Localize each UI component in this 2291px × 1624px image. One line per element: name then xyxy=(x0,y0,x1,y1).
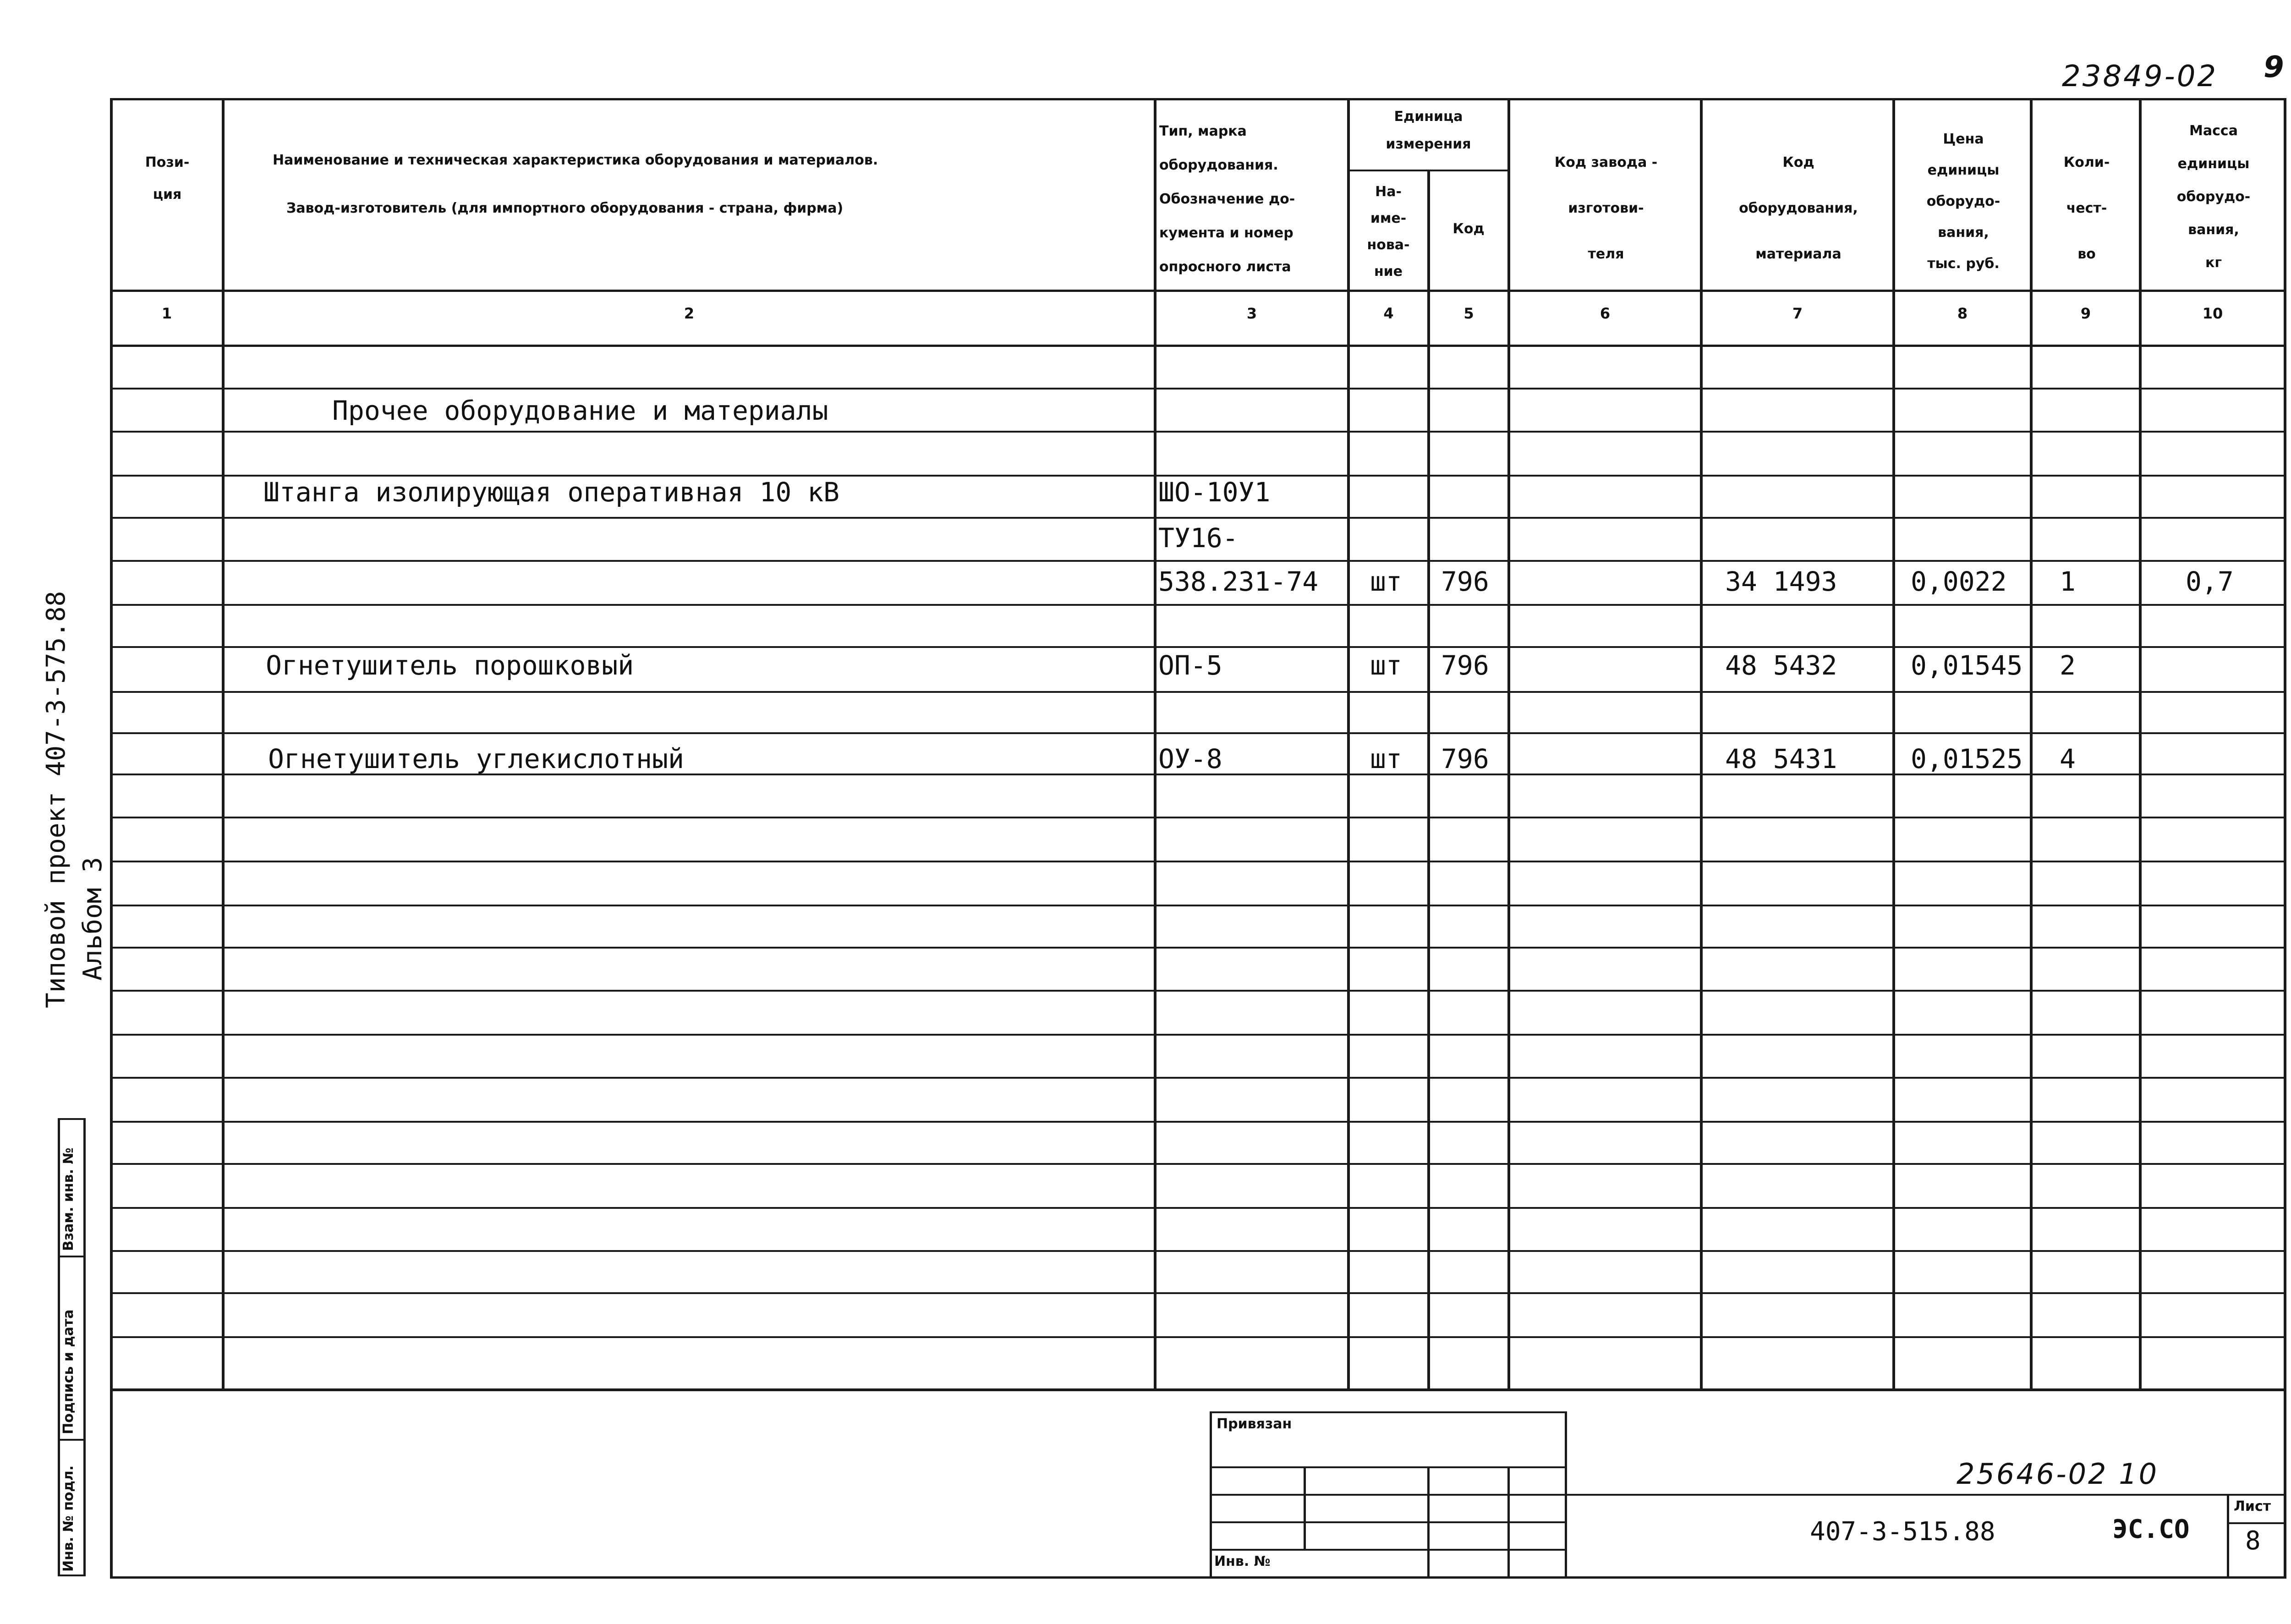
row-type: ОУ-8 xyxy=(1158,743,1222,774)
row-name: Огнетушитель углекислотный xyxy=(268,743,684,774)
row-separator xyxy=(110,905,2286,906)
doc-mark: ЭС.СО xyxy=(2112,1514,2190,1544)
stamp-signature-date: Подпись и дата xyxy=(60,1309,77,1434)
row-type: 538.231-74 xyxy=(1158,566,1319,597)
row-unit: шт xyxy=(1370,650,1402,681)
handwritten-page: 9 xyxy=(2264,50,2286,84)
stamp-replace-inv: Взам. инв. № xyxy=(60,1147,77,1251)
privyazan-label: Привязан xyxy=(1217,1416,1292,1432)
col-num-9: 9 xyxy=(2080,305,2091,322)
row-separator xyxy=(110,817,2286,818)
row-price: 0,01525 xyxy=(1911,743,2023,774)
header-position: Пози- ция xyxy=(145,154,190,203)
row-separator xyxy=(110,732,2286,734)
side-project-title: Типовой проект 407-3-575.88 xyxy=(41,591,71,1008)
row-unit: шт xyxy=(1370,743,1402,774)
row-separator xyxy=(110,990,2286,992)
side-album: Альбом 3 xyxy=(78,857,108,981)
row-separator xyxy=(110,1121,2286,1123)
row-unit-code: 796 xyxy=(1441,743,1489,774)
row-separator xyxy=(110,1077,2286,1079)
row-type: ОП-5 xyxy=(1158,650,1222,681)
row-unit-code: 796 xyxy=(1441,566,1489,597)
doc-code: 407-3-515.88 xyxy=(1810,1517,1995,1547)
row-type: ШО-10У1 xyxy=(1158,477,1271,508)
col-num-1: 1 xyxy=(161,305,172,322)
col-num-6: 6 xyxy=(1600,305,1611,322)
col-num-4: 4 xyxy=(1383,305,1394,322)
header-unit-code: Код xyxy=(1452,221,1485,237)
row-code: 48 5432 xyxy=(1725,650,1837,681)
header-unit-name: На- име- нова- ние xyxy=(1367,184,1410,280)
col-num-7: 7 xyxy=(1792,305,1803,322)
row-separator xyxy=(110,691,2286,693)
header-unit: Единица измерения xyxy=(1386,109,1471,152)
row-separator xyxy=(110,1250,2286,1252)
header-factory-code: Код завода - изготови- теля xyxy=(1554,154,1658,262)
stamp-orig-inv: Инв. № подл. xyxy=(60,1465,77,1572)
header-equipment-code: Код оборудования, материала xyxy=(1739,154,1858,262)
row-price: 0,01545 xyxy=(1911,650,2023,681)
row-separator xyxy=(110,388,2286,390)
header-quantity: Коли- чест- во xyxy=(2063,154,2110,262)
handwritten-number: 25646-02 10 xyxy=(1957,1457,2159,1491)
row-separator xyxy=(110,517,2286,519)
row-qty: 4 xyxy=(2060,743,2076,774)
row-separator xyxy=(110,1292,2286,1294)
row-qty: 2 xyxy=(2060,650,2076,681)
row-separator xyxy=(110,947,2286,949)
row-unit-code: 796 xyxy=(1441,650,1489,681)
row-qty: 1 xyxy=(2060,566,2076,597)
row-name: Огнетушитель порошковый xyxy=(266,650,634,681)
col-num-10: 10 xyxy=(2202,305,2223,322)
row-separator xyxy=(110,604,2286,606)
row-separator xyxy=(110,646,2286,648)
row-separator xyxy=(110,1163,2286,1165)
header-name-line2: Завод-изготовитель (для импортного оборудования - страна, фирма) xyxy=(286,200,844,216)
sheet-number: 8 xyxy=(2245,1526,2261,1556)
header-mass: Масса единицы оборудо- вания, кг xyxy=(2176,123,2251,271)
header-price: Цена единицы оборудо- вания, тыс. руб. xyxy=(1926,131,2001,272)
section-title: Прочее оборудование и материалы xyxy=(332,395,828,426)
row-separator xyxy=(110,1336,2286,1338)
row-separator xyxy=(110,560,2286,562)
header-type: Тип, марка оборудования. Обозначение до- кумента и номер опросного листа xyxy=(1159,123,1295,275)
sheet-label: Лист xyxy=(2234,1498,2271,1514)
row-mass: 0,7 xyxy=(2186,566,2234,597)
row-name: Штанга изолирующая оперативная 10 кВ xyxy=(263,477,840,508)
col-num-8: 8 xyxy=(1957,305,1968,322)
row-price: 0,0022 xyxy=(1911,566,2007,597)
row-separator xyxy=(110,1207,2286,1209)
row-code: 48 5431 xyxy=(1725,743,1837,774)
row-code: 34 1493 xyxy=(1725,566,1837,597)
row-separator xyxy=(110,1034,2286,1036)
col-num-3: 3 xyxy=(1246,305,1257,322)
row-unit: шт xyxy=(1370,566,1402,597)
col-num-2: 2 xyxy=(684,305,695,322)
row-type: ТУ16- xyxy=(1158,522,1239,554)
inv-no-label: Инв. № xyxy=(1214,1553,1271,1569)
handwritten-code: 23849-02 xyxy=(2062,60,2218,93)
header-name-line1: Наименование и техническая характеристика оборудования и материалов. xyxy=(273,152,878,168)
row-separator xyxy=(110,431,2286,433)
row-separator xyxy=(110,861,2286,862)
col-num-5: 5 xyxy=(1463,305,1474,322)
